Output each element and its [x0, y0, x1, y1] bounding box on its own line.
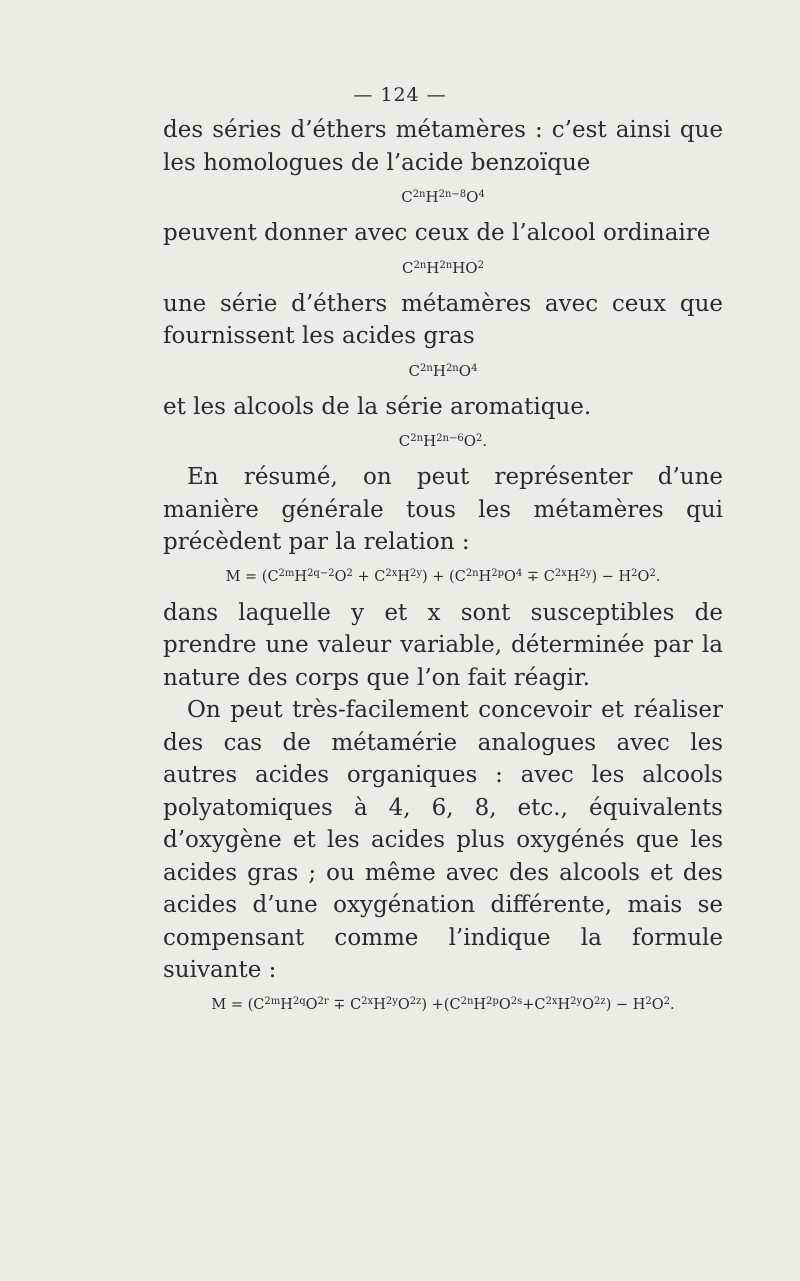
formula-index: 2x — [361, 995, 374, 1007]
formula-index: 2n — [412, 189, 426, 200]
formula-index: 2n−6 — [436, 433, 464, 444]
formula-index: 2 — [645, 995, 652, 1007]
formula-symbol: O — [466, 188, 479, 206]
paragraph: En résumé, on peut représenter d’une manière générale tous les métamères qui précèdent par la relation : — [163, 464, 723, 555]
formula-index: 2x — [554, 567, 567, 579]
formula-symbol: O — [504, 568, 516, 585]
formula-index: 2n — [460, 995, 474, 1007]
formula-symbol: C — [534, 996, 546, 1013]
formula-index: 2s — [510, 995, 523, 1007]
chemical-formula — [163, 361, 723, 381]
formula-symbol: C — [402, 258, 414, 277]
chemical-formula — [163, 258, 723, 278]
formula-operator: . — [670, 996, 675, 1013]
formula-index: 2z — [409, 995, 422, 1007]
formula-index: 2p — [491, 567, 505, 579]
formula-operator: ) − — [591, 568, 619, 585]
formula-symbol: H — [426, 258, 440, 277]
formula-index: 2y — [570, 995, 583, 1007]
formula-index: 2x — [385, 567, 398, 579]
formula-index: 2y — [385, 995, 398, 1007]
formula-index: 2n−8 — [438, 189, 467, 200]
formula-symbol: H — [425, 188, 439, 206]
paragraph: et les alcools de la série aromatique. — [163, 393, 592, 420]
formula-index: 2n — [420, 362, 433, 374]
formula-index: 4 — [515, 567, 523, 579]
formula-symbol: . — [482, 432, 488, 450]
formula-symbol: O — [651, 996, 664, 1013]
formula-index: 2n — [410, 433, 424, 444]
formula-symbol: C — [253, 996, 265, 1013]
formula-index: 2 — [477, 259, 484, 271]
formula-index: 2p — [486, 995, 499, 1007]
paragraph: peuvent donner avec ceux de l’alcool ordinaire — [163, 220, 711, 246]
formula-symbol: C — [449, 996, 461, 1013]
formula-operator: ) − — [605, 996, 633, 1013]
paragraph: une série d’éthers métamères avec ceux que fournissent les acides gras — [163, 290, 723, 349]
formula-symbol: C — [267, 568, 279, 585]
formula-index: 2x — [545, 995, 558, 1007]
formula-symbol: C — [350, 996, 362, 1013]
formula-symbol: H — [452, 258, 466, 277]
formula-operator: + — [352, 568, 375, 585]
formula-operator: ) +( — [421, 996, 450, 1013]
formula-symbol: C — [408, 361, 421, 380]
formula-symbol: O — [305, 996, 318, 1013]
formula-index: 2 — [476, 433, 483, 444]
formula-index: 2 — [649, 567, 656, 579]
metamer-relation-formula — [157, 567, 729, 587]
formula-index: 2q — [292, 995, 306, 1007]
formula-symbol: O — [498, 996, 511, 1013]
formula-symbol: O — [465, 258, 478, 277]
formula-symbol: H — [632, 996, 646, 1013]
formula-symbol: O — [334, 568, 347, 585]
formula-symbol: O — [463, 432, 477, 450]
chemical-formula — [163, 431, 723, 451]
paragraph: des séries d’éthers métamères : c’est ainsi que les homologues de l’acide benzoïque — [163, 117, 723, 176]
formula-index: 2y — [579, 567, 592, 579]
formula-symbol: O — [397, 996, 410, 1013]
formula-symbol: H — [397, 568, 410, 585]
page-number: — 124 — — [353, 84, 447, 106]
formula-index: 2n — [439, 259, 453, 271]
formula-index: 2m — [264, 995, 281, 1007]
formula-symbol: H — [423, 432, 437, 450]
formula-operator: ∓ — [328, 996, 351, 1013]
formula-symbol: C — [401, 188, 413, 206]
formula-index: 4 — [471, 362, 478, 374]
paragraph: On peut très-facilement concevoir et réaliser des cas de métamérie analogues avec les autres acides organiques : avec les alcools polyatomiques à 4, 6, 8, etc., équivalents d’oxygène et les acides plus oxygénés que les acides gras ; ou même avec des alcools et des acides d’une oxygénation différente, mais se compensant comme l’indique la formule suivante : — [163, 697, 723, 983]
formula-symbol: O — [582, 996, 595, 1013]
formula-symbol: C — [454, 568, 466, 585]
formula-index: 2n — [413, 259, 427, 271]
formula-index: 2n — [465, 567, 479, 579]
formula-symbol: O — [458, 361, 472, 380]
formula-symbol: H — [618, 568, 632, 585]
formula-symbol: C — [398, 432, 411, 450]
formula-index: 2n — [445, 362, 459, 374]
formula-symbol: H — [557, 996, 571, 1013]
formula-index: 2 — [346, 567, 353, 579]
formula-operator: M = ( — [225, 568, 268, 585]
formula-index: 2r — [317, 995, 329, 1007]
formula-index: 2q−2 — [307, 567, 335, 579]
metamer-relation-formula — [157, 995, 729, 1015]
paragraph: dans laquelle y et x sont susceptibles de prendre une valeur variable, déterminée par la nature des corps que l’on fait réagir. — [163, 599, 723, 691]
formula-operator: . — [655, 568, 661, 585]
formula-index: 2 — [631, 567, 638, 579]
formula-operator: + — [522, 996, 535, 1013]
formula-symbol: H — [373, 996, 386, 1013]
formula-symbol: H — [478, 568, 492, 585]
formula-symbol: C — [374, 568, 386, 585]
formula-symbol: H — [294, 568, 308, 585]
formula-symbol: O — [637, 568, 650, 585]
formula-operator: ∓ — [522, 568, 544, 585]
formula-symbol: H — [432, 361, 446, 380]
formula-operator: ) + ( — [422, 568, 455, 585]
formula-symbol: C — [543, 568, 555, 585]
formula-symbol: H — [566, 568, 580, 585]
formula-operator: M = ( — [211, 996, 254, 1013]
formula-index: 2y — [410, 567, 423, 579]
formula-symbol: H — [473, 996, 487, 1013]
page-body — [163, 114, 723, 1025]
formula-index: 4 — [478, 189, 485, 200]
formula-symbol: H — [280, 996, 293, 1013]
chemical-formula — [163, 187, 723, 207]
formula-index: 2z — [594, 995, 606, 1007]
formula-index: 2m — [278, 567, 295, 579]
formula-index: 2 — [663, 995, 671, 1007]
